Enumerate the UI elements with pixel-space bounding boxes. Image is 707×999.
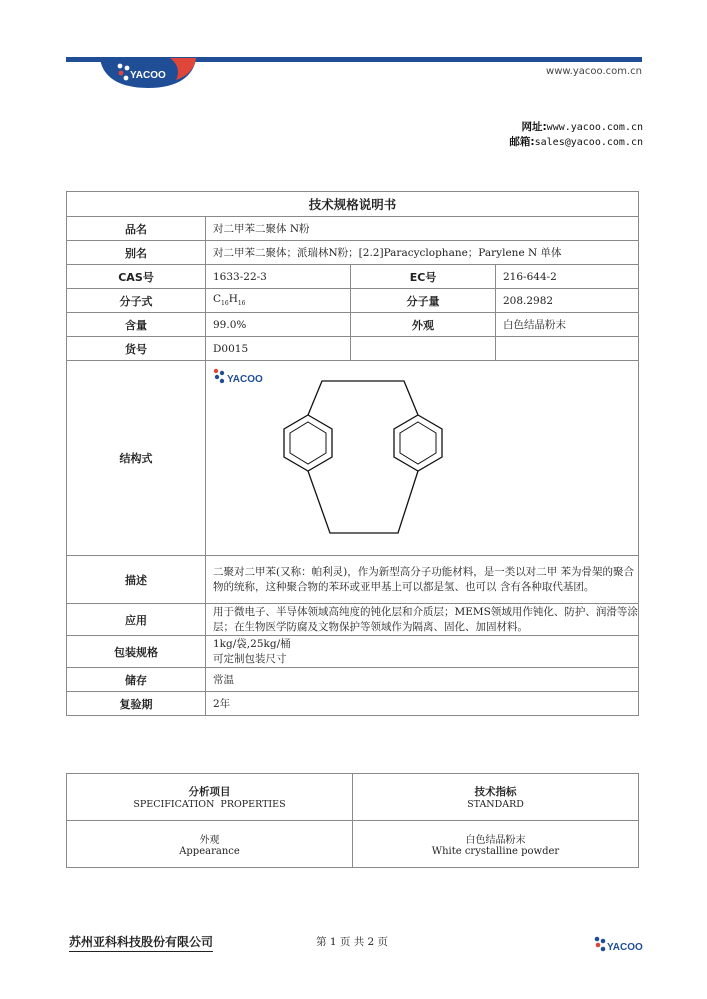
footer-logo bbox=[593, 933, 643, 955]
spec-row-storage: 储存 常温 bbox=[67, 668, 639, 692]
spec-row-formula-mw: 分子式 $C_{16}H_{16}$ 分子量 208.2982 bbox=[67, 289, 639, 313]
svg-text:YACOO: YACOO bbox=[227, 374, 263, 385]
spec-row-package: 包装规格 1kg/袋,25kg/桶 可定制包装尺寸 bbox=[67, 636, 639, 668]
structure-logo bbox=[214, 369, 263, 385]
spec-row-product-name: 品名 对二甲苯二聚体 N粉 bbox=[67, 217, 639, 241]
svg-text:YACOO: YACOO bbox=[130, 70, 166, 81]
footer-company: 苏州亚科科技股份有限公司 bbox=[69, 933, 213, 952]
molecular-formula: $C_{16}H_{16}$ bbox=[206, 289, 351, 313]
header-website: www.yacoo.com.cn bbox=[546, 66, 642, 77]
analysis-table bbox=[66, 773, 639, 868]
analysis-header: 分析项目 SPECIFICATION PROPERTIES 技术指标 STANDARD bbox=[67, 774, 639, 821]
structure-image bbox=[206, 361, 638, 555]
spec-row-alias: 别名 对二甲苯二聚体；派瑞林N粉；[2.2]Paracyclophane；Parylene N 单体 bbox=[67, 241, 639, 265]
spec-row-structure: 结构式 YACOO bbox=[67, 361, 639, 556]
contact-email: 邮箱:sales@yacoo.com.cn bbox=[509, 136, 643, 148]
contact-website: 网址:www.yacoo.com.cn bbox=[521, 121, 643, 133]
contact-block bbox=[509, 120, 643, 150]
spec-table bbox=[66, 191, 639, 716]
spec-row-application: 应用 用于微电子、半导体领域高纯度的钝化层和介质层；MEMS领域用作钝化、防护、润滑等涂层；在生物医学防腐及文物保护等领域作为隔离、固化、加固材料。 bbox=[67, 604, 639, 636]
spec-row-cas-ec: CAS号 1633-22-3 EC号 216-644-2 bbox=[67, 265, 639, 289]
spec-row-item-no: 货号 D0015 bbox=[67, 337, 639, 361]
svg-text:YACOO: YACOO bbox=[607, 942, 643, 953]
analysis-row: 外观 Appearance 白色结晶粉末 White crystalline powder bbox=[67, 821, 639, 868]
footer-page-number: 第 1 页 共 2 页 bbox=[316, 936, 389, 948]
structure-cell bbox=[206, 361, 639, 556]
spec-row-description: 描述 二聚对二甲苯(又称：帕利灵)，作为新型高分子功能材料，是一类以对二甲 苯为骨架的聚合物的统称，这种聚合物的苯环或亚甲基上可以都是氢、也可以 含有各种取代基团。 bbox=[67, 556, 639, 604]
spec-title: 技术规格说明书 bbox=[67, 192, 639, 217]
spec-row-content-appearance: 含量 99.0% 外观 白色结晶粉末 bbox=[67, 313, 639, 337]
paracyclophane-structure bbox=[284, 381, 442, 533]
spec-row-retest: 复验期 2年 bbox=[67, 692, 639, 716]
yacoo-logo bbox=[100, 58, 196, 88]
